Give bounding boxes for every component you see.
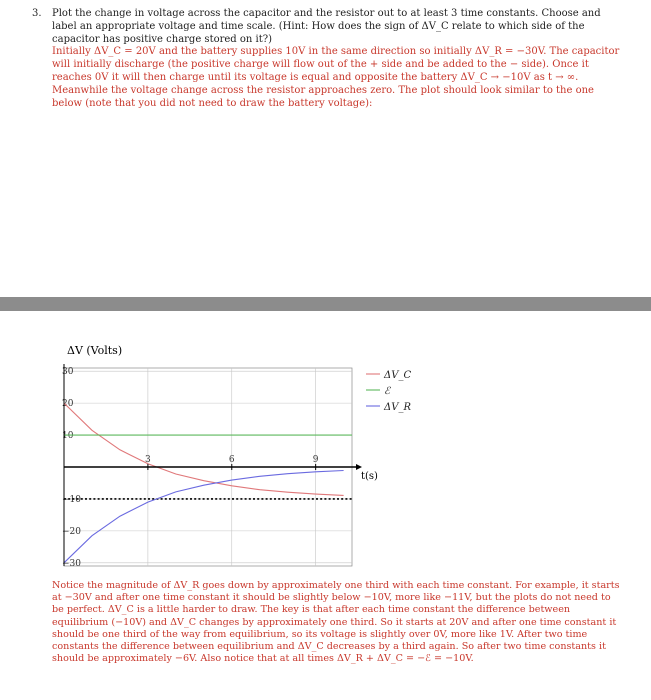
y-tick-label--10: −10 [62, 494, 81, 505]
x-axis-group [64, 364, 362, 566]
legend-label-1: ℰ [384, 386, 391, 397]
x-axis-title: t(s) [361, 471, 378, 482]
x-tick-label-6: 6 [228, 455, 235, 465]
x-tick-labels [145, 455, 319, 465]
problem-3 [32, 8, 620, 110]
y-tick-label--20: −20 [62, 526, 81, 537]
question-prompt: Plot the change in voltage across the capacitor and the resistor out to at least 3 time constants. Choose and label an appropriate voltage and time scale. (Hint: How does the sign of ΔV_C relate to which side of the capacitor has positive charge stored on it?) [52, 8, 601, 45]
y-tick-label-20: 20 [62, 399, 74, 410]
y-tick-label--30: −30 [62, 558, 81, 569]
legend-label-0: ΔV_C [384, 370, 412, 381]
y-axis-title: ΔV (Volts) [67, 344, 123, 357]
x-tick-label-3: 3 [145, 455, 151, 465]
question-number: 3. [32, 8, 42, 19]
voltage-chart-svg [0, 330, 651, 580]
series-layer [64, 403, 352, 563]
notice-text: Notice the magnitude of ΔV_R goes down by approximately one third with each time constant. For example, it starts at −30V and after one time constant it should be slightly below −10V, more like −11V, but the plots do not need to be perfect. ΔV_C is a little harder to draw. The key is that after each time constant the difference between equilibrium (−10V) and ΔV_C changes by approximately one third. So it starts at 20V and after one time constant it should be one third of the way from equilibrium, so its voltage is slightly over 0V, more like 1V. After two time constants the difference between equilibrium and ΔV_C decreases by a third again. So after two time constants it should be approximately −6V. Also notice that at all times ΔV_R + ΔV_C = −ℰ = −10V. [52, 580, 620, 665]
legend-label-2: ΔV_R [384, 402, 411, 413]
y-tick-label-10: 10 [62, 431, 74, 442]
voltage-graph [0, 330, 651, 580]
series-line-0 [64, 403, 344, 495]
y-tick-label-30: 30 [62, 367, 74, 378]
x-tick-label-9: 9 [312, 455, 319, 465]
y-tick-labels [62, 367, 81, 569]
section-divider [0, 297, 651, 311]
x-axis-arrow [356, 464, 362, 470]
series-line-2 [64, 471, 344, 563]
answer-text: Initially ΔV_C = 20V and the battery supplies 10V in the same direction so initially ΔV_R = −30V. The capacitor will initially discharge (the positive charge will flow out of the + side and be added to the − side). Once it reaches 0V it will then charge until its voltage is equal and opposite the battery ΔV_C → −10V as t → ∞. Meanwhile the voltage change across the resistor approaches zero. The plot should look similar to the one below (note that you did not need to draw the battery voltage): [52, 46, 620, 109]
